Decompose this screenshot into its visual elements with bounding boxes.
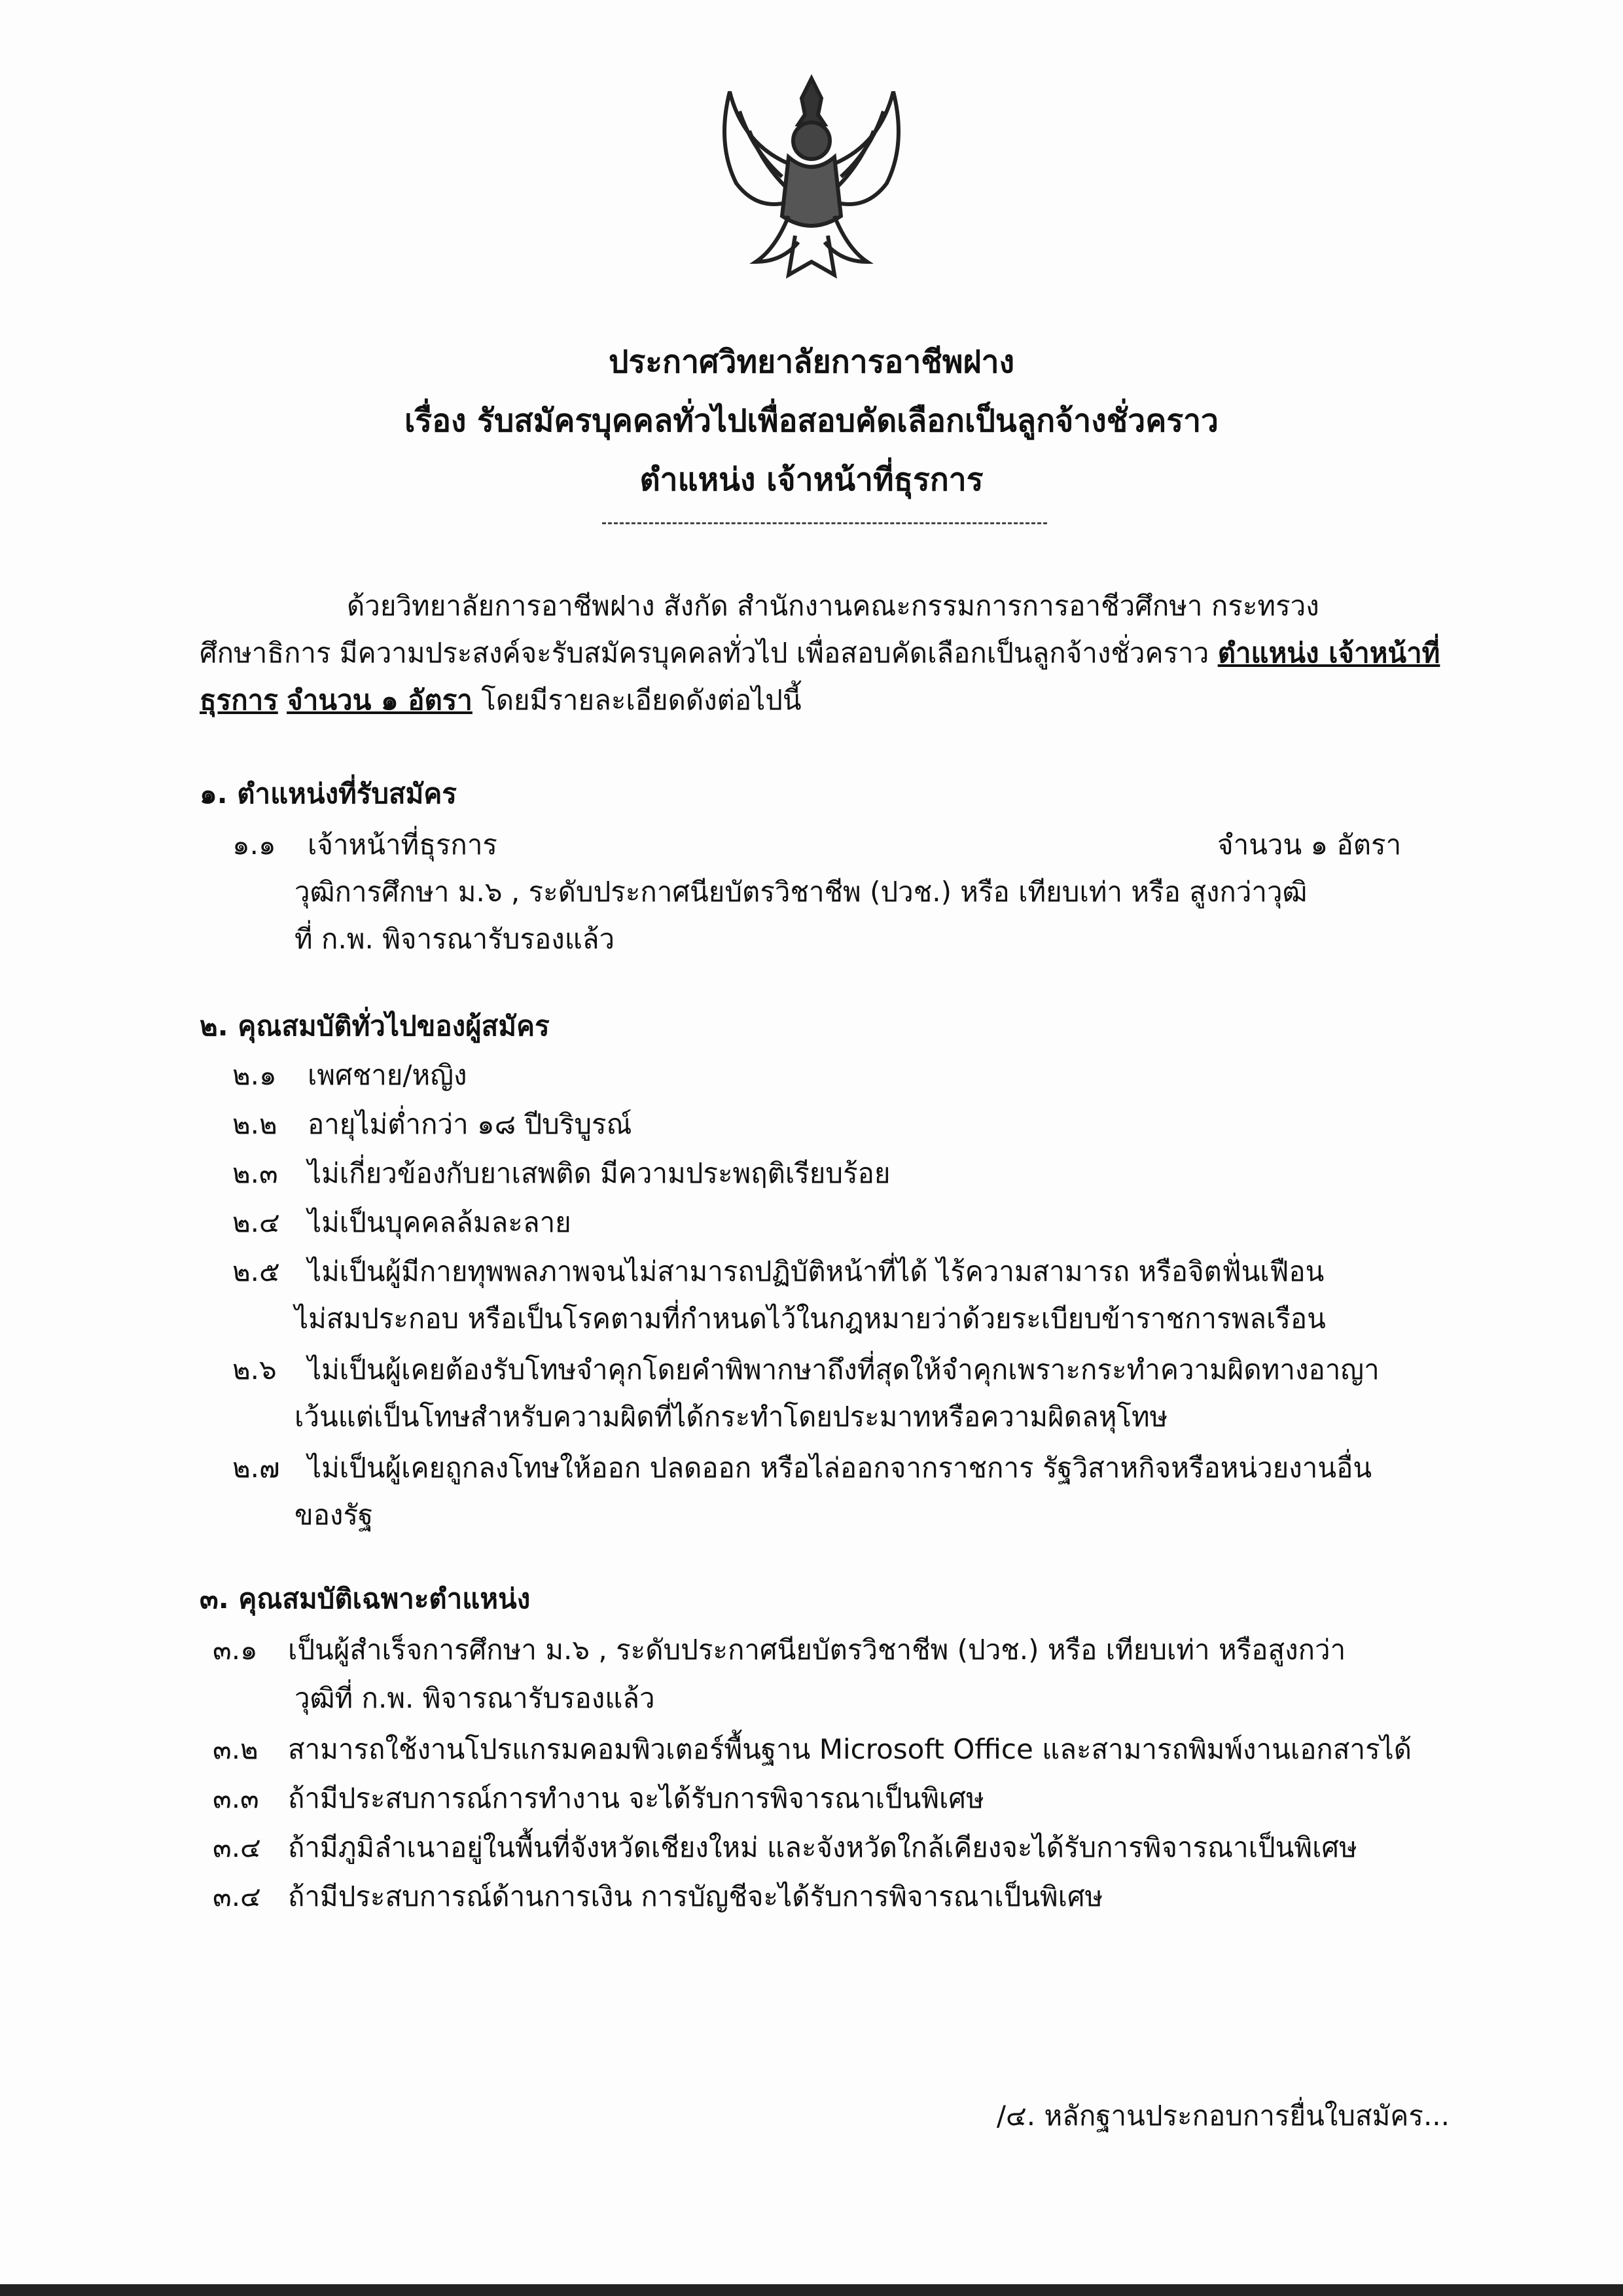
item-number: ๒.๕ <box>232 1255 280 1287</box>
list-item <box>232 1250 1324 1293</box>
continuation-note: /๔. หลักฐานประกอบการยื่นใบสมัคร... <box>996 2100 1450 2132</box>
list-item <box>213 1777 984 1820</box>
item-text: เพศชาย/หญิง <box>308 1059 467 1091</box>
item-number: ๓.๓ <box>213 1782 259 1814</box>
item-number: ๒.๑ <box>232 1059 277 1091</box>
item-number: ๒.๔ <box>232 1206 280 1238</box>
announcement-title: ประกาศวิทยาลัยการอาชีพฝาง <box>608 344 1015 380</box>
item-text: ถ้ามีประสบการณ์ด้านการเงิน การบัญชีจะได้รับการพิจารณาเป็นพิเศษ <box>288 1880 1103 1912</box>
garuda-emblem-icon <box>690 52 933 295</box>
section1-item <box>232 823 497 867</box>
list-item-continuation: เว้นแต่เป็นโทษสำหรับความผิดที่ได้กระทำโดยประมาทหรือความผิดลหุโทษ <box>294 1401 1168 1433</box>
section2-heading: ๒. คุณสมบัติทั่วไปของผู้สมัคร <box>200 1010 550 1042</box>
intro-text: ด้วยวิทยาลัยการอาชีพฝาง สังกัด สำนักงานคณะกรรมการการอาชีวศึกษา กระทรวงศึกษาธิการ มีความประสงค์จะรับสมัครบุคคลทั่วไป เพื่อสอบคัดเลือกเป็นลูกจ้างชั่วคราว <box>200 590 1319 669</box>
item-text: ถ้ามีภูมิลำเนาอยู่ในพื้นที่จังหวัดเชียงใหม่ และจังหวัดใกล้เคียงจะได้รับการพิจารณาเป็นพิเศษ <box>288 1831 1357 1863</box>
item-text: อายุไม่ต่ำกว่า ๑๘ ปีบริบูรณ์ <box>308 1108 632 1140</box>
section1-item-count: จำนวน ๑ อัตรา <box>1217 829 1402 861</box>
list-item <box>232 1152 890 1195</box>
item-title: เจ้าหน้าที่ธุรการ <box>308 829 497 861</box>
section1-qualification-line1: วุฒิการศึกษา ม.๖ , ระดับประกาศนียบัตรวิชาชีพ (ปวช.) หรือ เทียบเท่า หรือ สูงกว่าวุฒิ <box>294 876 1308 908</box>
item-number: ๑.๑ <box>232 829 276 861</box>
section1-heading: ๑. ตำแหน่งที่รับสมัคร <box>200 778 457 810</box>
list-item <box>232 1103 632 1146</box>
item-number: ๒.๖ <box>232 1354 277 1386</box>
item-number: ๓.๒ <box>213 1733 259 1765</box>
item-text: ไม่เป็นผู้เคยต้องรับโทษจำคุกโดยคำพิพากษาถึงที่สุดให้จำคุกเพราะกระทำความผิดทางอาญา <box>308 1354 1380 1386</box>
item-number: ๓.๔ <box>213 1831 261 1863</box>
list-item-continuation: ไม่สมประกอบ หรือเป็นโรคตามที่กำหนดไว้ในกฎหมายว่าด้วยระเบียบข้าราชการพลเรือน <box>294 1302 1326 1335</box>
announcement-subject: เรื่อง รับสมัครบุคคลทั่วไปเพื่อสอบคัดเลือกเป็นลูกจ้างชั่วคราว <box>404 403 1219 439</box>
announcement-position: ตำแหน่ง เจ้าหน้าที่ธุรการ <box>639 461 984 498</box>
item-number: ๒.๒ <box>232 1108 277 1140</box>
item-text: ไม่เป็นบุคคลล้มละลาย <box>308 1206 571 1238</box>
header-divider <box>602 522 1047 524</box>
item-text: สามารถใช้งานโปรแกรมคอมพิวเตอร์พื้นฐาน Microsoft Office และสามารถพิมพ์งานเอกสารได้ <box>288 1733 1412 1765</box>
list-item <box>232 1054 467 1097</box>
item-number: ๒.๗ <box>232 1452 280 1484</box>
list-item <box>213 1728 1412 1771</box>
list-item-continuation: ของรัฐ <box>294 1499 374 1531</box>
list-item <box>232 1201 571 1244</box>
intro-text-end: โดยมีรายละเอียดดังต่อไปนี้ <box>472 684 802 716</box>
list-item-continuation: วุฒิที่ ก.พ. พิจารณารับรองแล้ว <box>294 1682 655 1714</box>
item-text: เป็นผู้สำเร็จการศึกษา ม.๖ , ระดับประกาศนียบัตรวิชาชีพ (ปวช.) หรือ เทียบเท่า หรือสูงกว่า <box>288 1634 1346 1666</box>
scan-edge <box>0 2284 1623 2296</box>
list-item <box>232 1446 1372 1490</box>
item-text: ไม่เกี่ยวข้องกับยาเสพติด มีความประพฤติเรียบร้อย <box>308 1157 891 1189</box>
item-text: ไม่เป็นผู้เคยถูกลงโทษให้ออก ปลดออก หรือไล่ออกจากราชการ รัฐวิสาหกิจหรือหน่วยงานอื่น <box>308 1452 1372 1484</box>
intro-position: ตำแหน่ง เจ้าหน้าที่ธุรการ <box>200 637 1440 716</box>
list-item <box>213 1875 1103 1918</box>
list-item <box>213 1628 1346 1672</box>
intro-count: จำนวน ๑ อัตรา <box>287 684 473 716</box>
item-number: ๓.๔ <box>213 1880 261 1912</box>
item-text: ไม่เป็นผู้มีกายทุพพลภาพจนไม่สามารถปฏิบัติหน้าที่ได้ ไร้ความสามารถ หรือจิตฟั่นเฟือน <box>308 1255 1325 1287</box>
section3-heading: ๓. คุณสมบัติเฉพาะตำแหน่ง <box>200 1583 531 1615</box>
list-item <box>232 1348 1380 1391</box>
section1-qualification-line2: ที่ ก.พ. พิจารณารับรองแล้ว <box>294 923 615 955</box>
item-text: ถ้ามีประสบการณ์การทำงาน จะได้รับการพิจารณาเป็นพิเศษ <box>288 1782 984 1814</box>
list-item <box>213 1826 1357 1869</box>
intro-paragraph <box>200 583 1450 724</box>
item-number: ๓.๑ <box>213 1634 258 1666</box>
item-number: ๒.๓ <box>232 1157 278 1189</box>
